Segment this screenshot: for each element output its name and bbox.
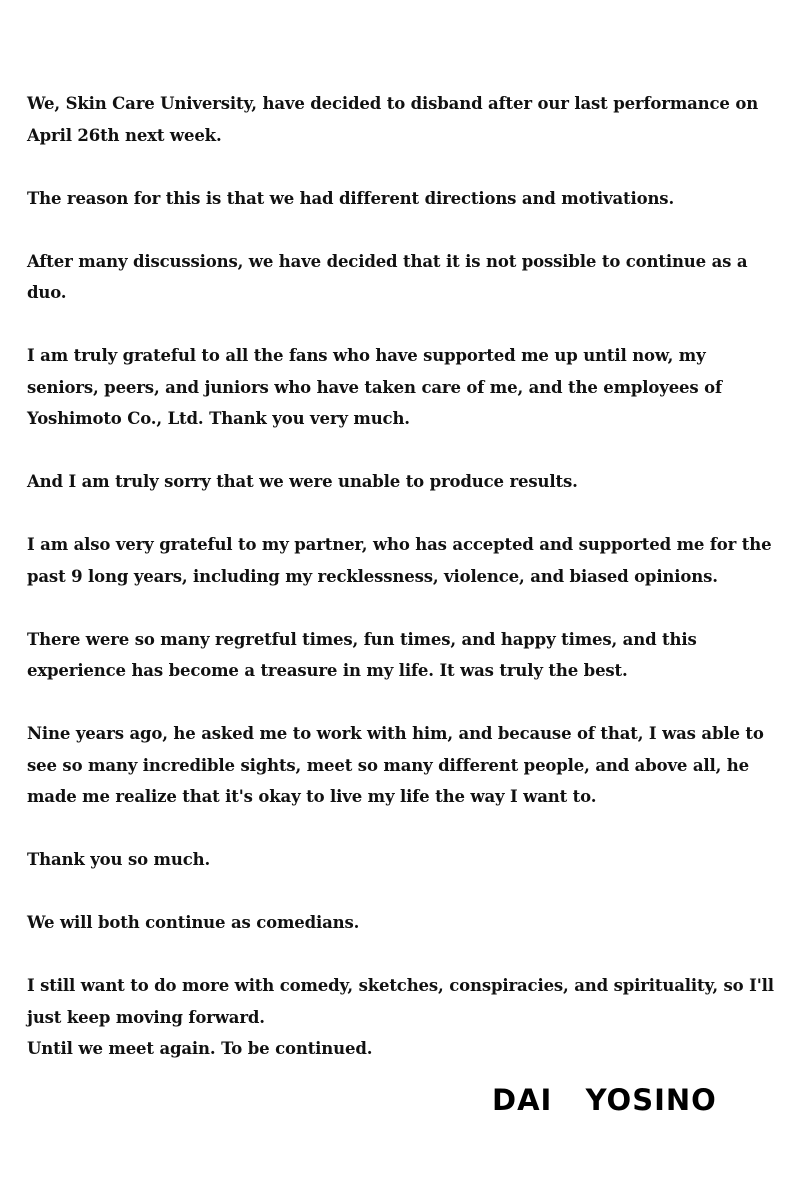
paragraph-memories: There were so many regretful times, fun times, and happy times, and this experience has become a treasure in my life. It was truly the best. — [27, 629, 697, 680]
paragraph-closing: I still want to do more with comedy, sketches, conspiracies, and spirituality, so I'll just keep moving forward. Until we meet again. To be continued. — [27, 976, 774, 1058]
paragraph-apology: And I am truly sorry that we were unable to produce results. — [27, 472, 578, 491]
paragraph-discussions: After many discussions, we have decided that it is not possible to continue as a duo. — [27, 251, 748, 302]
paragraph-gratitude-partner: I am also very grateful to my partner, who has accepted and supported me for the past 9 long years, including my recklessness, violence, and biased opinions. — [27, 535, 772, 586]
paragraph-continue-comedians: We will both continue as comedians. — [27, 913, 360, 932]
paragraph-gratitude-fans: I am truly grateful to all the fans who have supported me up until now, my seniors, peers, and juniors who have taken care of me, and the employees of Yoshimoto Co., Ltd. Thank you very much. — [27, 346, 722, 428]
signature: DAI YOSINO — [492, 1083, 717, 1117]
letter-body — [27, 88, 779, 1065]
paragraph-nine-years-ago: Nine years ago, he asked me to work with him, and because of that, I was able to see so many incredible sights, meet so many different people, and above all, he made me realize that it's okay to live my life the way I want to. — [27, 724, 764, 806]
paragraph-thank-you: Thank you so much. — [27, 850, 211, 869]
paragraph-reason: The reason for this is that we had different directions and motivations. — [27, 188, 675, 208]
paragraph-disband-announcement: We, Skin Care University, have decided to disband after our last performance on April 26th next week. — [27, 94, 759, 145]
